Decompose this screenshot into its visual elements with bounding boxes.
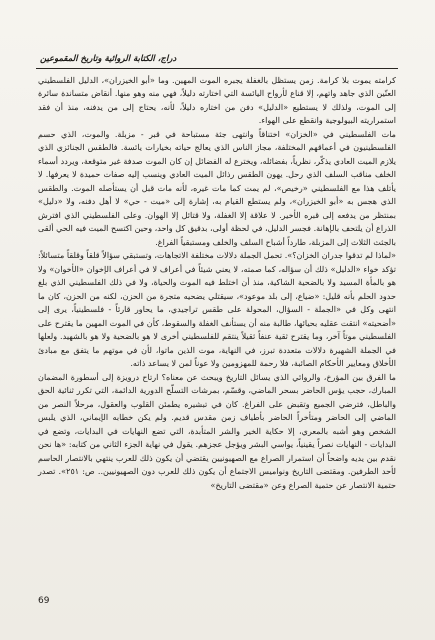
paragraph-2: مات الفلسطيني في «الخزان» اختناقاً وانتهى جثة مستباحة في قبر - مزبلة. والموت، الذي حسم الفلسطينيون في أعماقهم المختلفة، مجاز الناس الذي يعالج حياته بخيارات يائسة. فالطقس الجنائزي الذي يلازم الميت العادي يذكّر، نظرياً، بفضائله، ويخترع له الفضائل إن كان الموت صدفة غير متوقعة، ويردد أسماء الخلف مناقب السلف الذي رحل. يهون الطقس رذائل الميت العادي وينسب إليه صفات حميدة لا يعرفها. لا يأتلف هذا مع الفلسطيني «رخيص»، لم يمت كما مات غيره، لأنه مات قبل أن يستأصله الموت. والطقس الذي هجس به «أبو الخيزران»، ولم يستطع القيام به، إشارة إلى «ميت - حي» لا أهل دفنه، ولا «دليل» بمنتظر من يدفعه إلى قبره الأخير. لا علاقة إلا الغفلة، ولا قتائل إلا الهوان. وعلى الفلسطيني الذي افترش الذراع أن يلتحف بالإهانة. فجسر الدليل، في لحظة أولى، بدقيق كل واحد، وحين اكتسح الميت فيه الحي ألقى بالجثث الثلاث إلى المزبلة، طارداً أشباح السلف والخلف ومستبقياً الفراغ. xyxy=(38,128,396,247)
paragraph-3: «لماذا لم تدقوا جدران الخزان؟». تحمل الجملة دلالات مختلفة الاتجاهات، وتستبقي سؤالاً قلقاً وقلقاً متسائلاً: تؤكد خواء «الدليل» ذلك أن سؤاله، كما صمته، لا يعني شيئاً في أعراف لا في أعراف الإخوان «الأخوان» ولا هو بالمأة المسيد ولا بالضحية الشاكية، منذ أن اختلط فيه الموت والحياة، ولا في ذلك الفلسطيني الذي بلغ حدود الحلم بأنه قليل: «ضياع، إلى بلد موعود»، سيقتلي يضحيه متجرة من الحزن، لكنه من الحزن، كان ما انتهى وكل في «الجملة - السؤال، المحولة على طقس تراجيدي، ما يحاور قارئاً - فلسطينياً، يرى إلى «أضحيته» انتقت عقليه بحيائها، طالبة منه أن يستأنف الغفلة والسقوط، كأن في الموت المهين ما يقترح على الفلسطيني موتاً آخر، وما يقترح ثقية عنفاً ثقيلاً ينتقم للفلسطيني أخرى لا هو بالضحية ولا هو بالشهيد. ولعلها في الجملة الشهيرة دلالات متعددة تبرز، في النهاية، موت الذين ماتوا، لأن في موتهم ما يتفق مع مبادئ الأخلاق ومعايير الأحكام الصائبة، فلا رحمة للمهزومين ولا عوناً لمن لا يساعد ذاته. xyxy=(38,250,396,369)
running-header-title: دراج، الكتابة الروائية وتاريخ المقموعين xyxy=(40,54,177,64)
paragraph-4: ما الفرق بين المؤرخ، والروائي الذي يسائل التاريخ ويبحث عن معناه؟ ارتاح درويزة إلى أسطورة المضمان المبارك، حجب يؤس الحاضر بسحر الماضي، وقسّم، بمرشات التسلّح الدورية الدائمة، التي تكرر ثنائية الحق والباطل، فترضي الجميع وتقبض على الفراغ. كان في تبشيره يطمئن القلوب والعقول، مرحلاً النصر من الماضي إلى الحاضر ومتأخراً الحاضر بأطياف زمن مقدس قديم. ولم يكن خطابه الإيماني، الذي يلبس الشخص وهو أشبه بالمعري، إلا حكاية الخير والشر المتأبدة، التي تضع النهايات في البدايات، وتضع في البدايات - النهايات نصراً يقينياً، يواسي البشر ويؤجل عجزهم. يقول في نهاية الجزء الثاني من كتابه: «ها نحن نقدم بين يديه واضحاً أن استمرار الصراع مع الصهيونيين يقتضي أن يكون ذلك للعرب ينتهي بالانتصار الحاسم لأحد الطرفين. ومقتضى التاريخ ونواميس الاجتماع أن يكون ذلك للعرب دون الصهيونيين.. ص: ٢٥١». تصدر حتمية الانتصار عن حتمية الصراع وعن «مقتضى التاريخ» xyxy=(38,371,396,490)
header-divider xyxy=(36,68,398,69)
paragraph-1: كرامته يموت بلا كرامة. زمن يستظل بالغفلة يجبره الموت المهين. وما «أبو الخيزران»، الدليل الفلسطيني العنّين الذي جاهد واتهم، إلا قناع لأرواح اليائسة التي اختارته دليلاً، فهي منه وهو منها. أنقاض متساندة سائرة إلى الموت، ولذلك لا يستطيع «الدليل» دفن من اختاره دليلاً، لأنه، يحتاج إلى من يدفنه، منذ أن فقد استمراريته البيولوجية وانقطع على الهواء. xyxy=(38,75,396,126)
page-number: 69 xyxy=(38,596,50,606)
body-text xyxy=(38,74,396,492)
